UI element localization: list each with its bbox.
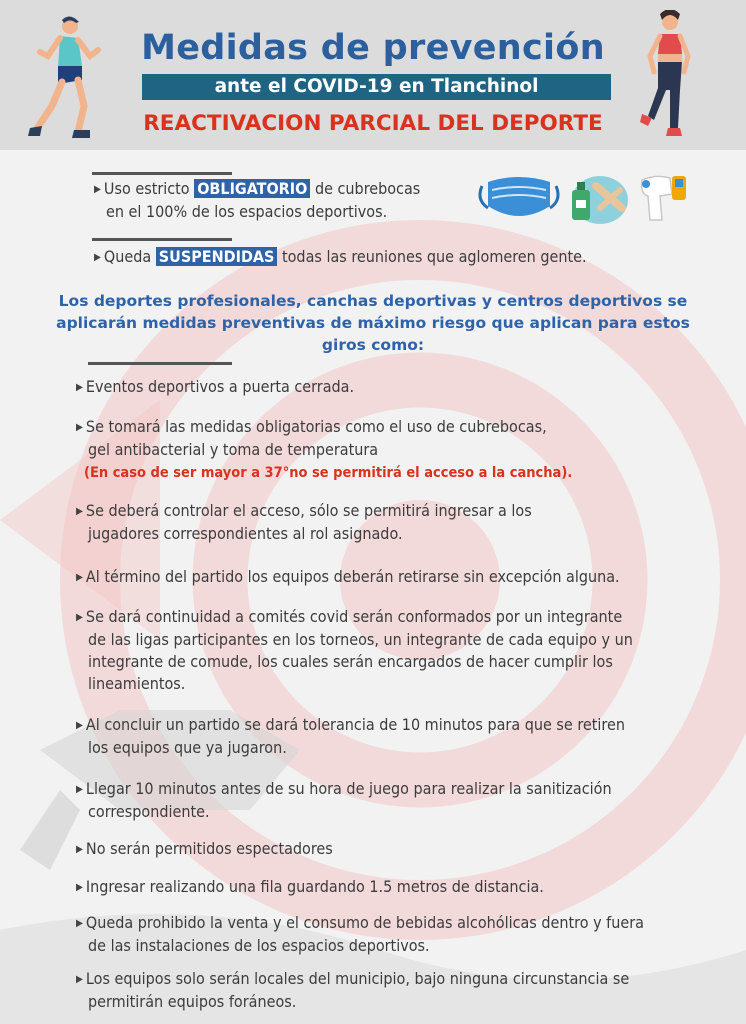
runner-woman-icon: [640, 10, 700, 142]
item-text: en el 100% de los espacios deportivos.: [106, 202, 388, 221]
face-mask-icon: [478, 174, 560, 224]
meetings-suspended-item: [94, 246, 714, 269]
item-text: Uso estricto: [103, 179, 190, 198]
bullet-icon: ▶: [76, 974, 83, 985]
measure-item: ▶ Llegar 10 minutos antes de su hora de juego para realizar la sanitización correspondiente.: [76, 779, 612, 821]
reactivation-heading: REACTIVACION PARCIAL DEL DEPORTE: [143, 111, 603, 136]
item-text: de cubrebocas: [314, 179, 421, 198]
sanitizer-icon: [566, 172, 630, 226]
subtitle-bar: ante el COVID-19 en Tlanchinol: [142, 74, 611, 100]
measure-item: ▶ Se tomará las medidas obligatorias como el uso de cubrebocas, gel antibacterial y toma de temperatura (En caso de ser mayor a 37°no se permitirá el acceso a la cancha).: [76, 417, 573, 481]
highlight-suspendidas: SUSPENDIDAS: [156, 247, 278, 266]
bullet-icon: ▶: [94, 184, 101, 195]
measure-item: ▶ Ingresar realizando una fila guardando 1.5 metros de distancia.: [76, 876, 726, 899]
header: [0, 0, 746, 150]
bullet-icon: ▶: [76, 784, 83, 795]
mask-obligatory-item: [94, 178, 494, 223]
measure-item: ▶ Los equipos solo serán locales del municipio, bajo ninguna circunstancia se permitirán equipos foráneos.: [76, 969, 630, 1011]
highlight-obligatorio: OBLIGATORIO: [194, 179, 310, 198]
item-text: Queda: [103, 247, 152, 266]
intro-paragraph: Los deportes profesionales, canchas deportivas y centros deportivos se aplicarán medidas preventivas de máximo riesgo que aplican para estos giros como:: [56, 292, 690, 354]
bullet-icon: ▶: [94, 252, 101, 263]
divider-3: [88, 362, 232, 365]
divider-1: [92, 172, 232, 175]
bullet-icon: ▶: [76, 882, 83, 893]
measure-item: ▶ Eventos deportivos a puerta cerrada.: [76, 376, 726, 399]
bullet-icon: ▶: [76, 844, 83, 855]
bullet-icon: ▶: [76, 382, 83, 393]
measure-item: ▶ No serán permitidos espectadores: [76, 838, 726, 861]
item-text: todas las reuniones que aglomeren gente.: [281, 247, 587, 266]
thermometer-icon: [636, 170, 692, 226]
divider-2: [92, 238, 232, 241]
bullet-icon: ▶: [76, 612, 83, 623]
bullet-icon: ▶: [76, 422, 83, 433]
bullet-icon: ▶: [76, 720, 83, 731]
measure-item: ▶ Al concluir un partido se dará tolerancia de 10 minutos para que se retiren los equipos que ya jugaron.: [76, 715, 625, 757]
temperature-note: (En caso de ser mayor a 37°no se permitirá el acceso a la cancha).: [84, 465, 573, 481]
bullet-icon: ▶: [76, 506, 83, 517]
bullet-icon: ▶: [76, 918, 83, 929]
measure-item: ▶ Se deberá controlar el acceso, sólo se permitirá ingresar a los jugadores correspondientes al rol asignado.: [76, 501, 532, 543]
measure-item: ▶ Al término del partido los equipos deberán retirarse sin excepción alguna.: [76, 566, 726, 589]
content-area: [0, 150, 746, 1024]
measure-item: ▶ Se dará continuidad a comités covid serán conformados por un integrante de las ligas participantes en los torneos, un integrante de cada equipo y un integrante de comude, los cuales serán encargados de hacer cumplir los lineamientos.: [76, 607, 633, 693]
bullet-icon: ▶: [76, 572, 83, 583]
measure-item: ▶ Queda prohibido la venta y el consumo de bebidas alcohólicas dentro y fuera de las instalaciones de los espacios deportivos.: [76, 913, 644, 955]
page-title: Medidas de prevención: [141, 28, 605, 68]
